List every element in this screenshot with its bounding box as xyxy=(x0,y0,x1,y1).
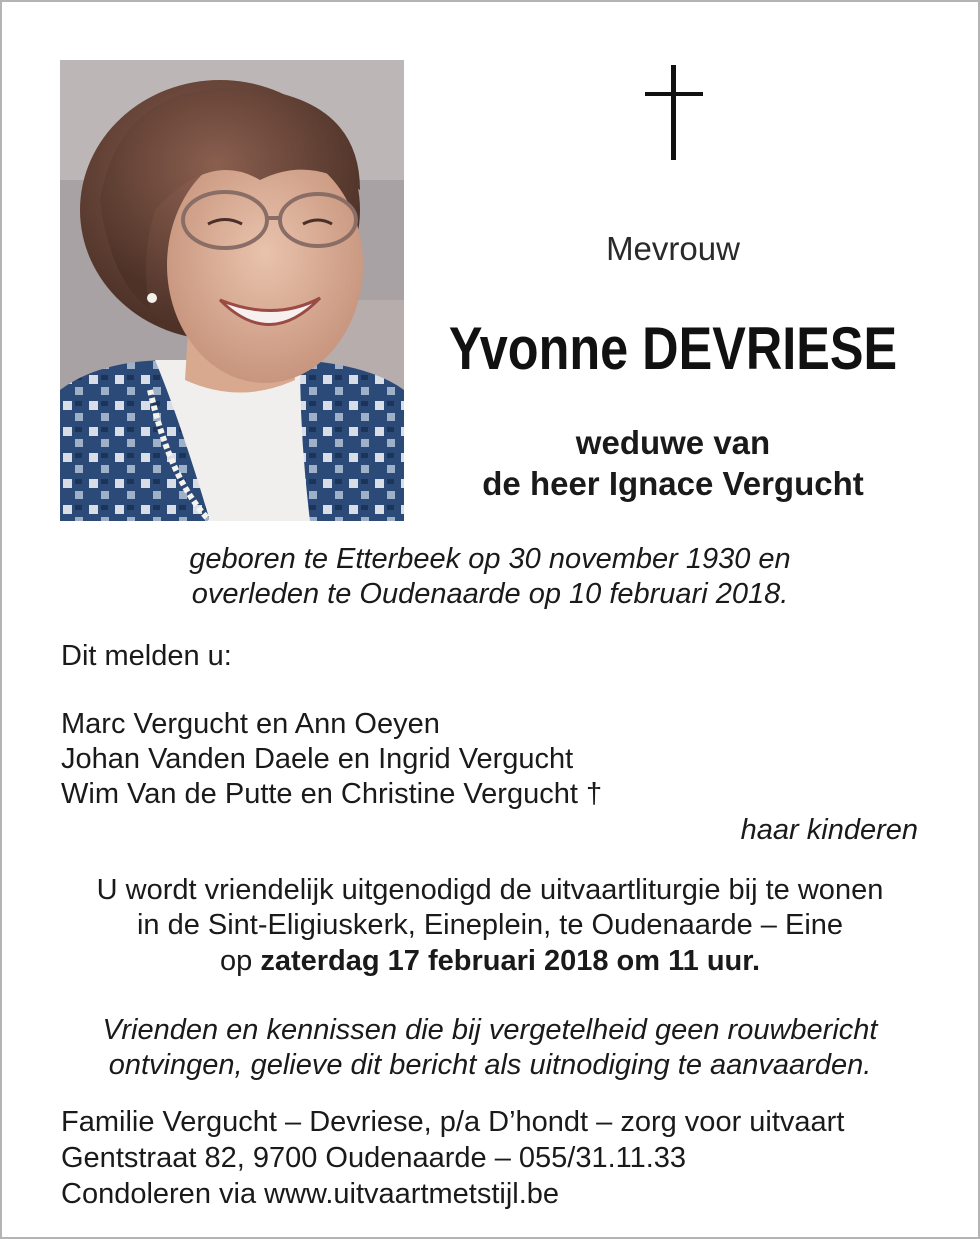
ceremony-date-prefix: op xyxy=(220,945,261,977)
deceased-name: Yvonne DEVRIESE xyxy=(448,315,898,382)
cross-horizontal-bar xyxy=(645,92,703,96)
contact-line-2: Gentstraat 82, 9700 Oudenaarde – 055/31.11.33 xyxy=(61,1142,687,1174)
widow-line-2: de heer Ignace Vergucht xyxy=(482,465,864,502)
contact-line-3: Condoleren via www.uitvaartmetstijl.be xyxy=(61,1178,560,1210)
cross-icon xyxy=(645,65,703,160)
notice-line-2: ontvingen, gelieve dit bericht als uitnodiging te aanvaarden. xyxy=(108,1049,872,1081)
ceremony-date: zaterdag 17 februari 2018 om 11 uur. xyxy=(260,945,760,977)
announcer-name-3: Wim Van de Putte en Christine Vergucht † xyxy=(61,778,603,810)
ceremony-line-3 xyxy=(2,945,978,978)
cross-vertical-bar xyxy=(671,65,676,160)
death-line: overleden te Oudenaarde op 10 februari 2018. xyxy=(191,578,789,610)
announcers-intro: Dit melden u: xyxy=(61,640,232,672)
contact-line-1: Familie Vergucht – Devriese, p/a D’hondt – zorg voor uitvaart xyxy=(61,1106,845,1138)
ceremony-line-2: in de Sint-Eligiuskerk, Eineplein, te Oudenaarde – Eine xyxy=(136,909,844,941)
relation-label: haar kinderen xyxy=(740,814,918,846)
birth-line: geboren te Etterbeek op 30 november 1930 en xyxy=(189,543,791,575)
portrait-photo xyxy=(60,60,404,521)
notice-line-1: Vrienden en kennissen die bij vergetelheid geen rouwbericht xyxy=(102,1014,878,1046)
widow-line-1: weduwe van xyxy=(575,424,771,461)
announcer-name-2: Johan Vanden Daele en Ingrid Vergucht xyxy=(61,743,574,775)
announcer-name-1: Marc Vergucht en Ann Oeyen xyxy=(61,708,440,740)
portrait-illustration xyxy=(60,60,404,521)
ceremony-line-1: U wordt vriendelijk uitgenodigd de uitvaartliturgie bij te wonen xyxy=(96,874,884,906)
honorific-title: Mevrouw xyxy=(606,230,740,267)
